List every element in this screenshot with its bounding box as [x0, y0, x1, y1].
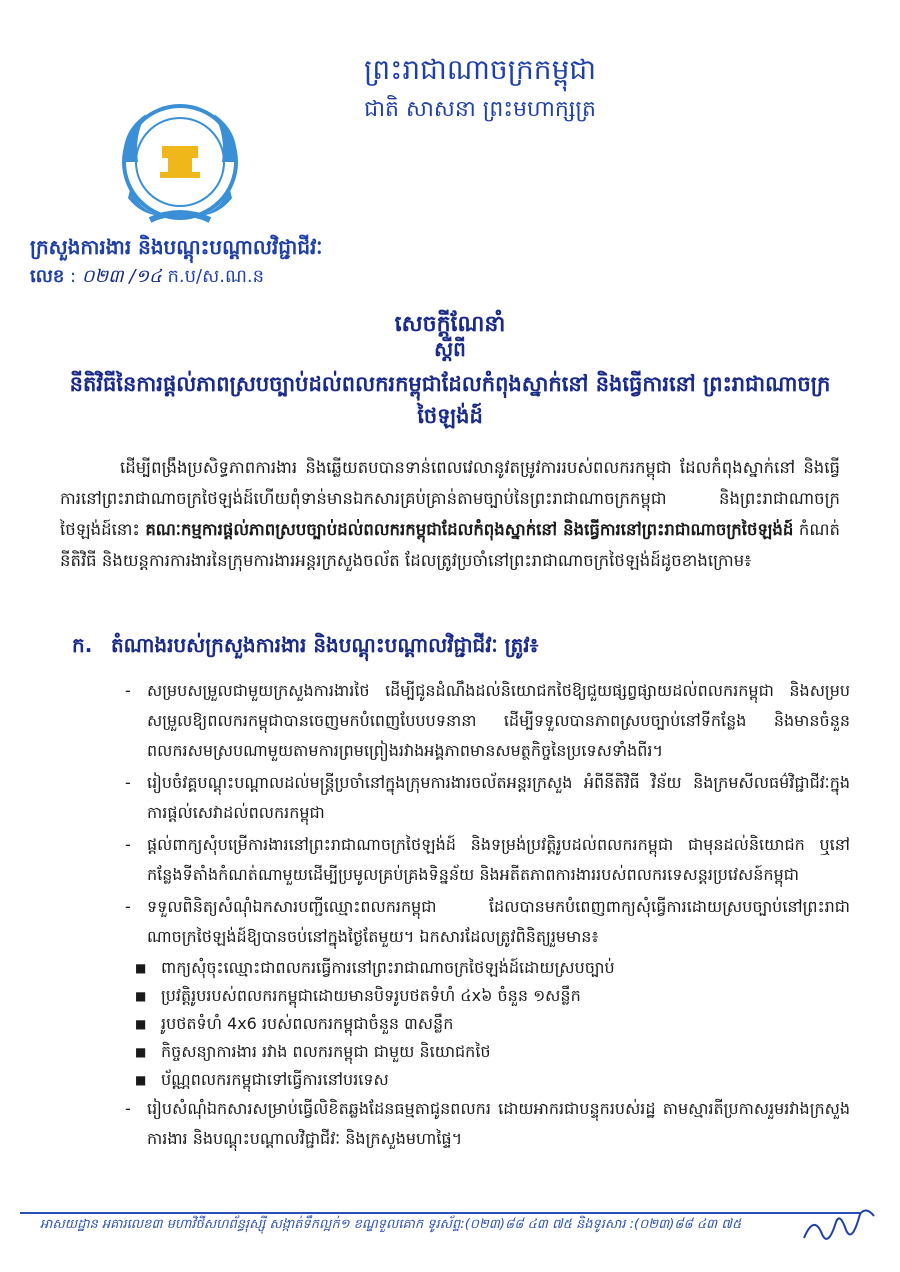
- intro-part2: កំណត់នីតិវិធី និងយន្តការការងារនៃក្រុមការងារអន្តរក្រសួងចល័ត ដែលត្រូវប្រចាំនៅព្រះរាជាណាចក្រថៃឡង់ដ៍ដូចខាងក្រោម៖: [60, 520, 840, 570]
- document-subject: នីតិវិធីនៃការផ្តល់ភាពស្របច្បាប់ដល់ពលករកម្ពុជាដែលកំពុងស្នាក់នៅ និងធ្វើការនៅ ព្រះរាជាណាចក្រថៃឡង់ដ៍: [69, 372, 831, 428]
- reference-number: លេខ : ០២៣ /១៤ ក.ប/ស.ណ.ន: [30, 266, 265, 287]
- list-item: - ទទួលពិនិត្យសំណុំឯកសារបញ្ជីឈ្មោះពលករកម្ពុជា ដែលបានមកបំពេញពាក្យសុំធ្វើការដោយស្របច្បាប់នៅព្រះរាជាណាចក្រថៃឡង់ដ៍ឱ្យបានចប់នៅក្នុងថ្ងៃតែមួយ។ ឯកសារដែលត្រូវពិនិត្យរួមមាន៖: [125, 897, 850, 946]
- sub-list-item: ■ កិច្ចសន្យាការងារ រវាង ពលករកម្ពុជា ជាមួយ និយោជកថៃ: [135, 1042, 491, 1061]
- intro-bold: គណៈកម្មការផ្តល់ភាពស្របច្បាប់ដល់ពលករកម្ពុជាដែលកំពុងស្នាក់នៅ និងធ្វើការនៅព្រះរាជាណាចក្រថៃឡង់ដ៍: [145, 520, 794, 539]
- kingdom-title: ព្រះរាជាណាចក្រកម្ពុជា: [363, 53, 596, 86]
- reference-label: លេខ: [30, 266, 65, 287]
- list-item: - រៀបចំវគ្គបណ្តុះបណ្តាលដល់មន្ត្រីប្រចាំនៅក្នុងក្រុមការងារចល័តអន្តរក្រសួង អំពីនីតិវិធី វិន័យ និងក្រមសីលធម៌វិជ្ជាជីវៈក្នុងការផ្តល់សេវាដល់ពលករកម្ពុជា: [125, 773, 850, 822]
- section-title: តំណាងរបស់ក្រសួងការងារ និងបណ្តុះបណ្តាលវិជ្ជាជីវៈ ត្រូវ៖: [110, 633, 539, 657]
- initials-signature-icon: [800, 1208, 880, 1248]
- footer-divider: [20, 1212, 860, 1214]
- list-item: - ផ្តល់ពាក្យសុំបម្រើការងារនៅព្រះរាជាណាចក្រថៃឡង់ដ៍ និងទម្រង់ប្រវត្តិរូបដល់ពលករកម្ពុជា ជាមុនដល់និយោជក ឬនៅកន្លែងទីតាំងកំណត់ណាមួយដើម្បីប្រមូលគ្រប់គ្រងទិន្នន័យ និងអតីតភាពការងាររបស់ពលករទេសន្តរប្រវេសន៍កម្ពុជា: [125, 835, 850, 884]
- list-item: - រៀបសំណុំឯកសារសម្រាប់ធ្វើលិខិតឆ្លងដែនធម្មតាជូនពលករ ដោយអាករជាបន្ទុករបស់រដ្ឋ តាមស្មារតីប្រកាសរួមរវាងក្រសួងការងារ និងបណ្តុះបណ្តាលវិជ្ជាជីវៈ និងក្រសួងមហាផ្ទៃ។: [125, 1099, 850, 1148]
- footer-address: អាសយដ្ឋាន អគារលេខ៣ មហាវិថីសហព័ន្ធរុស្ស៊ី សង្កាត់ទឹកល្អក់១ ខណ្ឌទួលគោក ទូរស័ព្ទ:(០២៣)៨៨ ៤៣ ៧៥ និងទូរសារ :(០២៣)៨៨ ៤៣ ៧៥: [40, 1217, 742, 1232]
- reference-value: ០២៣: [81, 266, 124, 287]
- section-heading: [72, 632, 852, 662]
- document-title-about: ស្តីពី: [434, 337, 466, 361]
- reference-suffix: ក.ប/ស.ណ.ន: [167, 266, 265, 287]
- sub-list-item: ■ ប័ណ្ណពលករកម្ពុជាទៅធ្វើការនៅបរទេស: [135, 1070, 389, 1089]
- section-letter: ក.: [72, 633, 93, 657]
- task-list: [125, 676, 850, 1156]
- reference-year: /១៤: [129, 266, 162, 287]
- ministry-emblem-icon: [110, 100, 250, 230]
- document-title: សេចក្តីណែនាំ: [394, 312, 506, 337]
- sub-list-item: ■ ប្រវត្តិរូបរបស់ពលករកម្ពុជាដោយមានបិទរូបថតទំហំ ៤x៦ ចំនួន ១សន្លឹក: [135, 986, 581, 1005]
- list-item: - សម្របសម្រួលជាមួយក្រសួងការងារថៃ ដើម្បីជូនដំណឹងដល់និយោជកថៃឱ្យជួយផ្សព្វផ្សាយដល់ពលករកម្ពុជា និងសម្របសម្រួលឱ្យពលករកម្ពុជាបានចេញមកបំពេញបែបបទនានា ដើម្បីទទួលបានភាពស្របច្បាប់នៅទីកន្លែង និងមានចំនួនពលករសមស្របណាមួយតាមការព្រមព្រៀងរវាងអង្គភាពមានសមត្ថកិច្ចនៃប្រទេសទាំងពីរ។: [125, 681, 850, 760]
- intro-paragraph: [60, 452, 840, 576]
- national-motto: ជាតិ សាសនា ព្រះមហាក្សត្រ: [364, 97, 596, 122]
- ministry-name: ក្រសួងការងារ និងបណ្តុះបណ្តាលវិជ្ជាជីវៈ: [30, 235, 323, 259]
- sub-list-item: ■ រូបថតទំហំ 4x6 របស់ពលករកម្ពុជាចំនួន ៣សន្លឹក: [135, 1014, 454, 1033]
- sub-list-item: ■ ពាក្យសុំចុះឈ្មោះជាពលករធ្វើការនៅព្រះរាជាណាចក្រថៃឡង់ដ៍ដោយស្របច្បាប់: [135, 958, 615, 977]
- intro-part1: ដើម្បីពង្រឹងប្រសិទ្ធភាពការងារ និងឆ្លើយតបបានទាន់ពេលវេលានូវតម្រូវការរបស់ពលករកម្ពុជា ដែលកំពុងស្នាក់នៅ និងធ្វើការនៅព្រះរាជាណាចក្រថៃឡង់ដ៍ហើយពុំទាន់មានឯកសារគ្រប់គ្រាន់តាមច្បាប់នៃព្រះរាជាណាចក្រកម្ពុជា និងព្រះរាជាណាចក្រថៃឡង់ដ៍នោះ: [60, 458, 840, 539]
